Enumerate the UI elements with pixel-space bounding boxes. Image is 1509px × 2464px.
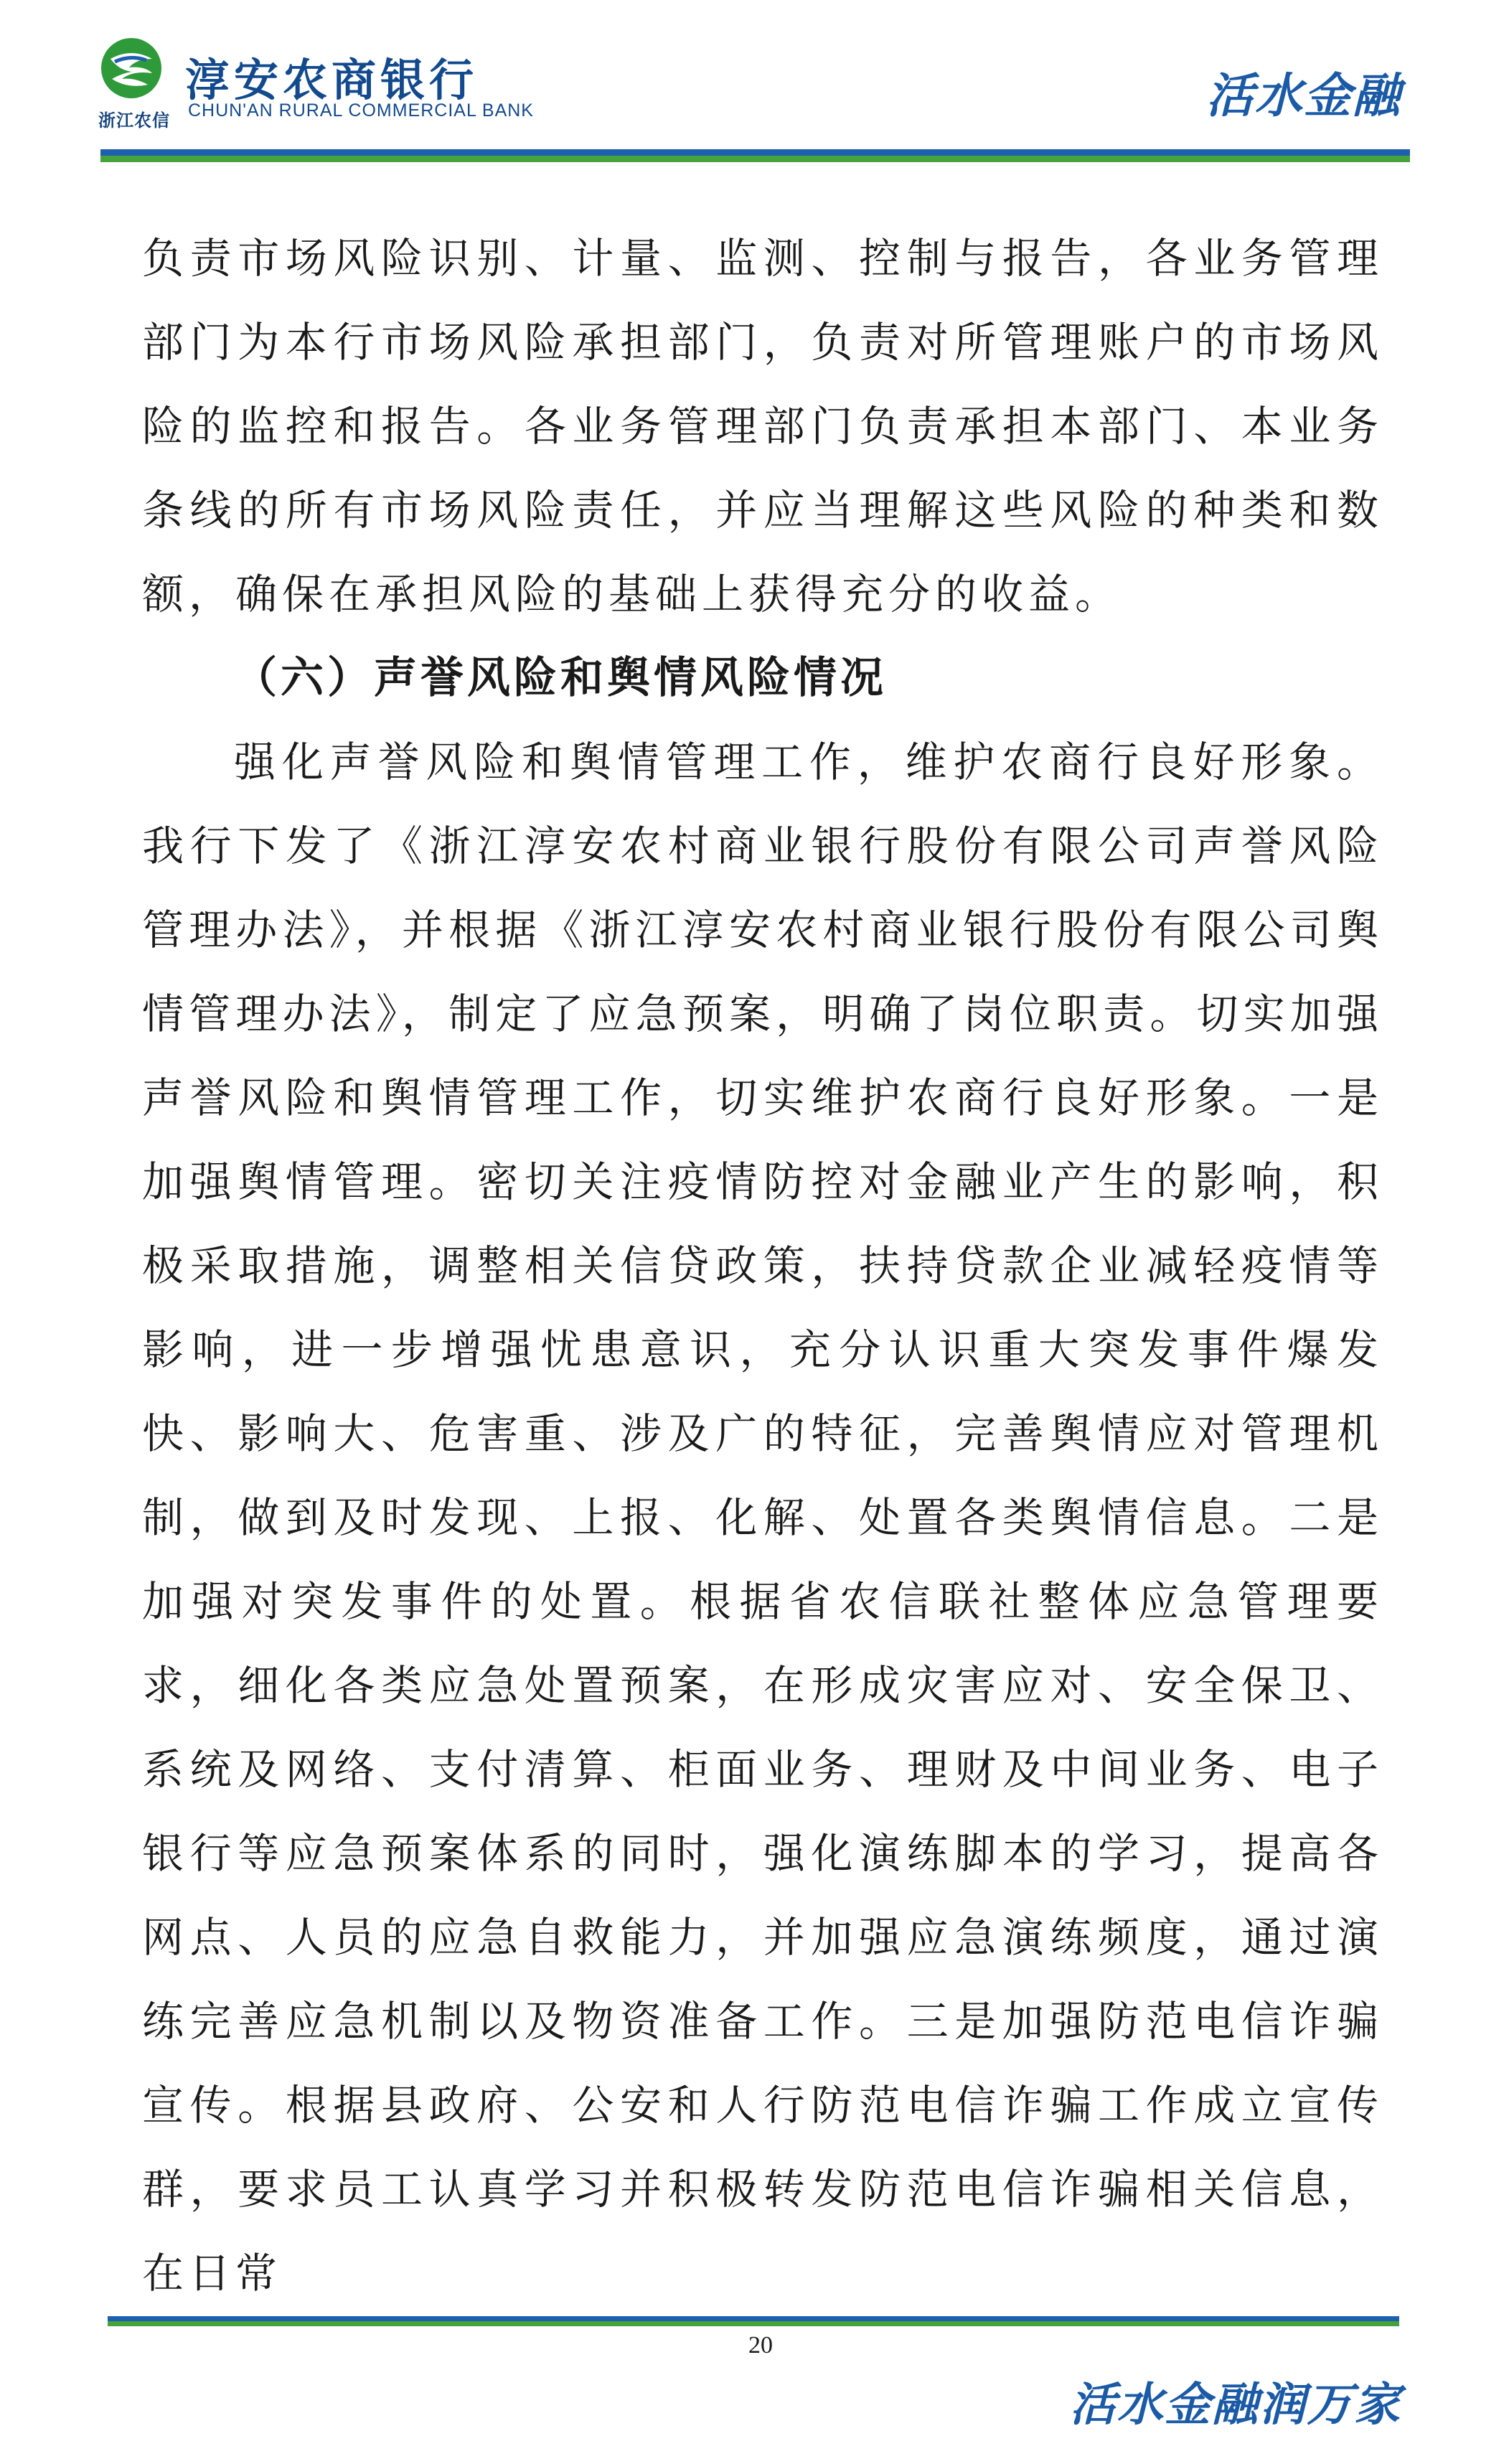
header-slogan: 活水金融 (1206, 67, 1401, 123)
bank-logo-icon (100, 37, 162, 99)
page-number: 20 (748, 2332, 773, 2359)
page-header (0, 0, 1509, 172)
section-heading: （六）声誉风险和舆情风险情况 (234, 653, 887, 703)
footer-divider (108, 2316, 1399, 2326)
paragraph-continued: 负责市场风险识别、计量、监测、控制与报告，各业务管理部门为本行市场风险承担部门，负责对所管理账户的市场风险的监控和报告。各业务管理部门负责承担本部门、本业务条线的所有市场风险责任，并应当理解这些风险的种类和数额，确保在承担风险的基础上获得充分的收益。 (142, 234, 1383, 619)
logo-subtext: 浙江农信 (98, 110, 170, 131)
bank-name: 淳安农商银行 (185, 54, 479, 106)
header-divider (100, 149, 1410, 162)
bank-name-english: CHUN'AN RURAL COMMERCIAL BANK (188, 100, 534, 121)
footer-slogan: 活水金融润万家 (1070, 2378, 1401, 2432)
paragraph-reputation-risk: 强化声誉风险和舆情管理工作，维护农商行良好形象。我行下发了《浙江淳安农村商业银行股份有限公司声誉风险管理办法》，并根据《浙江淳安农村商业银行股份有限公司舆情管理办法》，制定了应急预案，明确了岗位职责。切实加强声誉风险和舆情管理工作，切实维护农商行良好形象。一是加强舆情管理。密切关注疫情防控对金融业产生的影响，积极采取措施，调整相关信贷政策，扶持贷款企业减轻疫情等影响，进一步增强忧患意识，充分认识重大突发事件爆发快、影响大、危害重、涉及广的特征，完善舆情应对管理机制，做到及时发现、上报、化解、处置各类舆情信息。二是加强对突发事件的处置。根据省农信联社整体应急管理要求，细化各类应急处置预案，在形成灾害应对、安全保卫、系统及网络、支付清算、柜面业务、理财及中间业务、电子银行等应急预案体系的同时，强化演练脚本的学习，提高各网点、人员的应急自救能力，并加强应急演练频度，通过演练完善应急机制以及物资准备工作。三是加强防范电信诈骗宣传。根据县政府、公安和人行防范电信诈骗工作成立宣传群，要求员工认真学习并积极转发防范电信诈骗相关信息，在日常 (142, 738, 1383, 2298)
document-body (142, 217, 1383, 2315)
